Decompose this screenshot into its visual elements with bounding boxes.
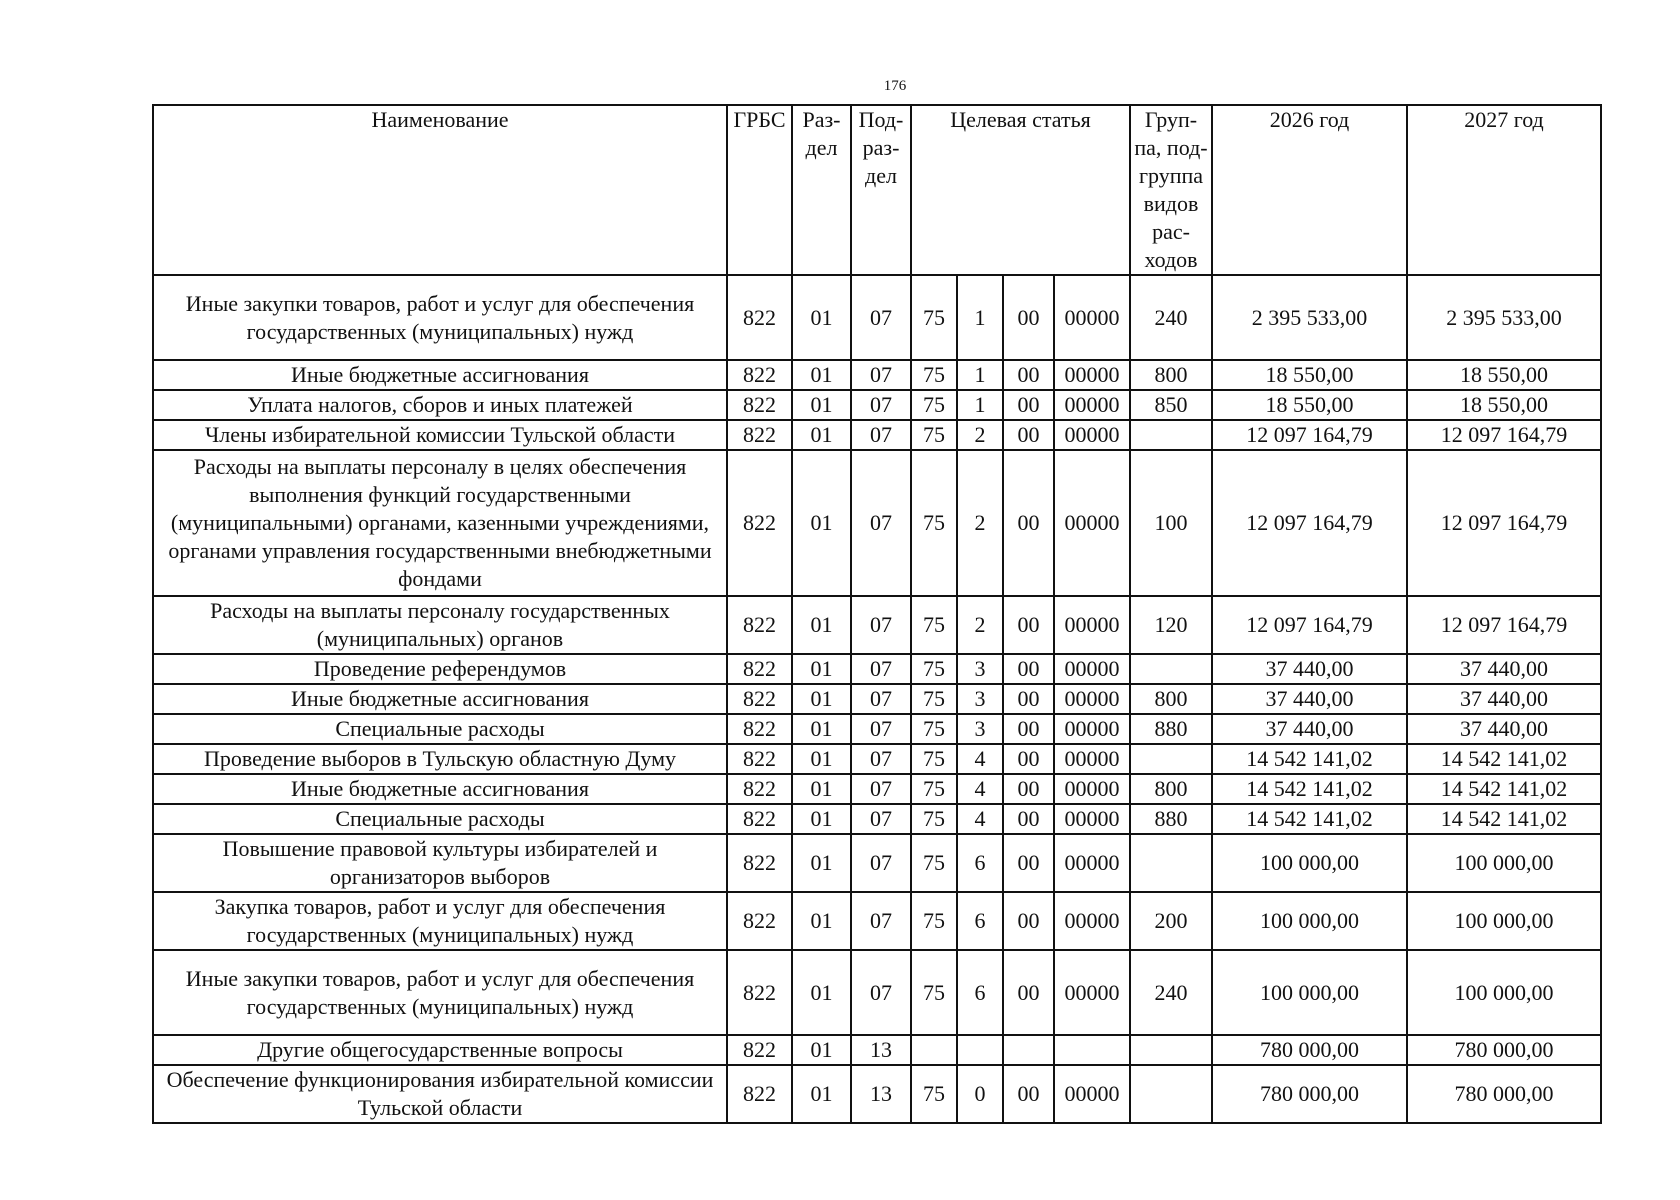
expense-group-cell: 200 xyxy=(1130,892,1212,950)
row-name: Расходы на выплаты персоналу государственных (муниципальных) органов xyxy=(153,596,727,654)
expense-group-cell xyxy=(1130,744,1212,774)
grbs-cell: 822 xyxy=(727,950,792,1035)
table-row xyxy=(153,654,1601,684)
target-code-cell: 00000 xyxy=(1054,596,1130,654)
header-row xyxy=(153,105,1601,275)
subsection-cell: 07 xyxy=(851,950,911,1035)
table-row xyxy=(153,1035,1601,1065)
row-name: Повышение правовой культуры избирателей и организаторов выборов xyxy=(153,834,727,892)
grbs-cell: 822 xyxy=(727,450,792,596)
grbs-cell: 822 xyxy=(727,654,792,684)
header-2026: 2026 год xyxy=(1212,105,1407,275)
target-program-cell: 75 xyxy=(911,892,957,950)
target-code-cell: 00000 xyxy=(1054,774,1130,804)
target-program-cell: 75 xyxy=(911,950,957,1035)
target-direction-cell: 00 xyxy=(1003,1065,1054,1123)
subsection-cell: 07 xyxy=(851,834,911,892)
target-direction-cell: 00 xyxy=(1003,390,1054,420)
expense-group-cell: 800 xyxy=(1130,774,1212,804)
grbs-cell: 822 xyxy=(727,360,792,390)
amount-2027-cell: 12 097 164,79 xyxy=(1407,420,1601,450)
row-name: Иные закупки товаров, работ и услуг для обеспечения государственных (муниципальных) нужд xyxy=(153,275,727,360)
target-program-cell: 75 xyxy=(911,834,957,892)
target-subprogram-cell: 4 xyxy=(957,744,1003,774)
table-row xyxy=(153,774,1601,804)
amount-2027-cell: 12 097 164,79 xyxy=(1407,596,1601,654)
budget-table xyxy=(152,104,1602,1124)
target-program-cell: 75 xyxy=(911,1065,957,1123)
grbs-cell: 822 xyxy=(727,420,792,450)
header-target: Целевая статья xyxy=(911,105,1130,275)
target-direction-cell: 00 xyxy=(1003,275,1054,360)
table-row xyxy=(153,596,1601,654)
amount-2026-cell: 37 440,00 xyxy=(1212,714,1407,744)
target-subprogram-cell: 2 xyxy=(957,420,1003,450)
expense-group-cell xyxy=(1130,1035,1212,1065)
amount-2026-cell: 18 550,00 xyxy=(1212,360,1407,390)
amount-2026-cell: 780 000,00 xyxy=(1212,1065,1407,1123)
expense-group-cell xyxy=(1130,834,1212,892)
subsection-cell: 07 xyxy=(851,892,911,950)
table-row xyxy=(153,892,1601,950)
section-cell: 01 xyxy=(792,450,851,596)
target-subprogram-cell: 1 xyxy=(957,275,1003,360)
target-code-cell: 00000 xyxy=(1054,275,1130,360)
target-program-cell: 75 xyxy=(911,390,957,420)
section-cell: 01 xyxy=(792,774,851,804)
target-program-cell: 75 xyxy=(911,360,957,390)
section-cell: 01 xyxy=(792,804,851,834)
subsection-cell: 07 xyxy=(851,744,911,774)
amount-2026-cell: 37 440,00 xyxy=(1212,654,1407,684)
target-code-cell: 00000 xyxy=(1054,950,1130,1035)
row-name: Иные закупки товаров, работ и услуг для обеспечения государственных (муниципальных) нужд xyxy=(153,950,727,1035)
grbs-cell: 822 xyxy=(727,774,792,804)
target-direction-cell: 00 xyxy=(1003,804,1054,834)
target-subprogram-cell: 3 xyxy=(957,654,1003,684)
target-code-cell: 00000 xyxy=(1054,684,1130,714)
section-cell: 01 xyxy=(792,684,851,714)
row-name: Закупка товаров, работ и услуг для обеспечения государственных (муниципальных) нужд xyxy=(153,892,727,950)
amount-2027-cell: 100 000,00 xyxy=(1407,892,1601,950)
section-cell: 01 xyxy=(792,950,851,1035)
amount-2027-cell: 14 542 141,02 xyxy=(1407,804,1601,834)
section-cell: 01 xyxy=(792,1065,851,1123)
target-program-cell: 75 xyxy=(911,596,957,654)
section-cell: 01 xyxy=(792,654,851,684)
row-name: Специальные расходы xyxy=(153,714,727,744)
amount-2026-cell: 14 542 141,02 xyxy=(1212,744,1407,774)
table-row xyxy=(153,420,1601,450)
target-direction-cell: 00 xyxy=(1003,714,1054,744)
grbs-cell: 822 xyxy=(727,714,792,744)
amount-2027-cell: 780 000,00 xyxy=(1407,1035,1601,1065)
amount-2026-cell: 100 000,00 xyxy=(1212,950,1407,1035)
table-row xyxy=(153,834,1601,892)
section-cell: 01 xyxy=(792,714,851,744)
amount-2027-cell: 12 097 164,79 xyxy=(1407,450,1601,596)
expense-group-cell: 240 xyxy=(1130,950,1212,1035)
target-program-cell: 75 xyxy=(911,744,957,774)
row-name: Специальные расходы xyxy=(153,804,727,834)
amount-2026-cell: 18 550,00 xyxy=(1212,390,1407,420)
target-direction-cell: 00 xyxy=(1003,950,1054,1035)
expense-group-cell: 880 xyxy=(1130,804,1212,834)
target-subprogram-cell: 4 xyxy=(957,774,1003,804)
target-direction-cell: 00 xyxy=(1003,654,1054,684)
section-cell: 01 xyxy=(792,390,851,420)
subsection-cell: 07 xyxy=(851,714,911,744)
target-program-cell: 75 xyxy=(911,714,957,744)
row-name: Иные бюджетные ассигнования xyxy=(153,360,727,390)
amount-2027-cell: 37 440,00 xyxy=(1407,654,1601,684)
table-row xyxy=(153,360,1601,390)
target-code-cell: 00000 xyxy=(1054,744,1130,774)
amount-2026-cell: 37 440,00 xyxy=(1212,684,1407,714)
grbs-cell: 822 xyxy=(727,1035,792,1065)
target-program-cell: 75 xyxy=(911,420,957,450)
subsection-cell: 07 xyxy=(851,774,911,804)
table-row xyxy=(153,1065,1601,1123)
target-subprogram-cell: 4 xyxy=(957,804,1003,834)
row-name: Другие общегосударственные вопросы xyxy=(153,1035,727,1065)
target-subprogram-cell: 6 xyxy=(957,950,1003,1035)
row-name: Иные бюджетные ассигнования xyxy=(153,684,727,714)
amount-2027-cell: 100 000,00 xyxy=(1407,834,1601,892)
section-cell: 01 xyxy=(792,892,851,950)
target-direction-cell: 00 xyxy=(1003,450,1054,596)
subsection-cell: 07 xyxy=(851,360,911,390)
amount-2026-cell: 100 000,00 xyxy=(1212,892,1407,950)
expense-group-cell xyxy=(1130,654,1212,684)
target-direction-cell xyxy=(1003,1035,1054,1065)
amount-2026-cell: 12 097 164,79 xyxy=(1212,450,1407,596)
header-section: Раз-дел xyxy=(792,105,851,275)
section-cell: 01 xyxy=(792,420,851,450)
target-code-cell: 00000 xyxy=(1054,420,1130,450)
row-name: Члены избирательной комиссии Тульской области xyxy=(153,420,727,450)
target-program-cell: 75 xyxy=(911,654,957,684)
expense-group-cell xyxy=(1130,420,1212,450)
target-direction-cell: 00 xyxy=(1003,744,1054,774)
amount-2026-cell: 100 000,00 xyxy=(1212,834,1407,892)
target-code-cell xyxy=(1054,1035,1130,1065)
subsection-cell: 07 xyxy=(851,684,911,714)
grbs-cell: 822 xyxy=(727,804,792,834)
subsection-cell: 07 xyxy=(851,654,911,684)
target-code-cell: 00000 xyxy=(1054,1065,1130,1123)
target-subprogram-cell: 1 xyxy=(957,360,1003,390)
target-direction-cell: 00 xyxy=(1003,684,1054,714)
subsection-cell: 07 xyxy=(851,275,911,360)
target-program-cell: 75 xyxy=(911,275,957,360)
grbs-cell: 822 xyxy=(727,1065,792,1123)
target-program-cell: 75 xyxy=(911,774,957,804)
target-code-cell: 00000 xyxy=(1054,654,1130,684)
subsection-cell: 07 xyxy=(851,804,911,834)
row-name: Уплата налогов, сборов и иных платежей xyxy=(153,390,727,420)
expense-group-cell: 120 xyxy=(1130,596,1212,654)
grbs-cell: 822 xyxy=(727,596,792,654)
header-grbs: ГРБС xyxy=(727,105,792,275)
amount-2027-cell: 100 000,00 xyxy=(1407,950,1601,1035)
target-subprogram-cell: 1 xyxy=(957,390,1003,420)
target-direction-cell: 00 xyxy=(1003,596,1054,654)
section-cell: 01 xyxy=(792,1035,851,1065)
expense-group-cell: 800 xyxy=(1130,684,1212,714)
target-code-cell: 00000 xyxy=(1054,714,1130,744)
amount-2026-cell: 14 542 141,02 xyxy=(1212,774,1407,804)
expense-group-cell xyxy=(1130,1065,1212,1123)
amount-2027-cell: 14 542 141,02 xyxy=(1407,774,1601,804)
grbs-cell: 822 xyxy=(727,834,792,892)
table-row xyxy=(153,390,1601,420)
target-direction-cell: 00 xyxy=(1003,360,1054,390)
amount-2027-cell: 2 395 533,00 xyxy=(1407,275,1601,360)
target-code-cell: 00000 xyxy=(1054,892,1130,950)
target-code-cell: 00000 xyxy=(1054,390,1130,420)
amount-2027-cell: 18 550,00 xyxy=(1407,360,1601,390)
page-number: 176 xyxy=(883,78,907,94)
expense-group-cell: 850 xyxy=(1130,390,1212,420)
table-row xyxy=(153,714,1601,744)
target-subprogram-cell: 6 xyxy=(957,834,1003,892)
amount-2027-cell: 14 542 141,02 xyxy=(1407,744,1601,774)
amount-2027-cell: 780 000,00 xyxy=(1407,1065,1601,1123)
grbs-cell: 822 xyxy=(727,684,792,714)
subsection-cell: 13 xyxy=(851,1035,911,1065)
subsection-cell: 07 xyxy=(851,390,911,420)
table-row xyxy=(153,950,1601,1035)
section-cell: 01 xyxy=(792,596,851,654)
target-program-cell: 75 xyxy=(911,804,957,834)
row-name: Проведение выборов в Тульскую областную Думу xyxy=(153,744,727,774)
amount-2027-cell: 37 440,00 xyxy=(1407,714,1601,744)
expense-group-cell: 100 xyxy=(1130,450,1212,596)
table-row xyxy=(153,684,1601,714)
table-row xyxy=(153,450,1601,596)
expense-group-cell: 240 xyxy=(1130,275,1212,360)
table-row xyxy=(153,804,1601,834)
target-code-cell: 00000 xyxy=(1054,834,1130,892)
section-cell: 01 xyxy=(792,744,851,774)
expense-group-cell: 880 xyxy=(1130,714,1212,744)
target-direction-cell: 00 xyxy=(1003,892,1054,950)
target-direction-cell: 00 xyxy=(1003,420,1054,450)
target-code-cell: 00000 xyxy=(1054,360,1130,390)
subsection-cell: 07 xyxy=(851,450,911,596)
row-name: Расходы на выплаты персоналу в целях обеспечения выполнения функций государственными (муниципальными) органами, казенными учреждениями, органами управления государственными внебюджетными фондами xyxy=(153,450,727,596)
header-2027: 2027 год xyxy=(1407,105,1601,275)
target-program-cell xyxy=(911,1035,957,1065)
amount-2026-cell: 14 542 141,02 xyxy=(1212,804,1407,834)
target-subprogram-cell: 3 xyxy=(957,684,1003,714)
table-row xyxy=(153,744,1601,774)
subsection-cell: 07 xyxy=(851,420,911,450)
target-direction-cell: 00 xyxy=(1003,774,1054,804)
target-subprogram-cell: 2 xyxy=(957,450,1003,596)
row-name: Проведение референдумов xyxy=(153,654,727,684)
amount-2026-cell: 2 395 533,00 xyxy=(1212,275,1407,360)
grbs-cell: 822 xyxy=(727,892,792,950)
row-name: Иные бюджетные ассигнования xyxy=(153,774,727,804)
grbs-cell: 822 xyxy=(727,390,792,420)
expense-group-cell: 800 xyxy=(1130,360,1212,390)
target-code-cell: 00000 xyxy=(1054,450,1130,596)
subsection-cell: 13 xyxy=(851,1065,911,1123)
target-subprogram-cell: 0 xyxy=(957,1065,1003,1123)
target-subprogram-cell: 6 xyxy=(957,892,1003,950)
target-program-cell: 75 xyxy=(911,450,957,596)
target-subprogram-cell: 2 xyxy=(957,596,1003,654)
section-cell: 01 xyxy=(792,275,851,360)
amount-2027-cell: 37 440,00 xyxy=(1407,684,1601,714)
target-subprogram-cell xyxy=(957,1035,1003,1065)
grbs-cell: 822 xyxy=(727,275,792,360)
target-code-cell: 00000 xyxy=(1054,804,1130,834)
header-group: Груп-па, под-группа видов рас-ходов xyxy=(1130,105,1212,275)
table-row xyxy=(153,275,1601,360)
amount-2026-cell: 12 097 164,79 xyxy=(1212,596,1407,654)
target-subprogram-cell: 3 xyxy=(957,714,1003,744)
section-cell: 01 xyxy=(792,360,851,390)
header-name: Наименование xyxy=(153,105,727,275)
subsection-cell: 07 xyxy=(851,596,911,654)
target-program-cell: 75 xyxy=(911,684,957,714)
amount-2026-cell: 780 000,00 xyxy=(1212,1035,1407,1065)
header-subsection: Под-раз-дел xyxy=(851,105,911,275)
section-cell: 01 xyxy=(792,834,851,892)
amount-2026-cell: 12 097 164,79 xyxy=(1212,420,1407,450)
grbs-cell: 822 xyxy=(727,744,792,774)
amount-2027-cell: 18 550,00 xyxy=(1407,390,1601,420)
row-name: Обеспечение функционирования избирательной комиссии Тульской области xyxy=(153,1065,727,1123)
target-direction-cell: 00 xyxy=(1003,834,1054,892)
